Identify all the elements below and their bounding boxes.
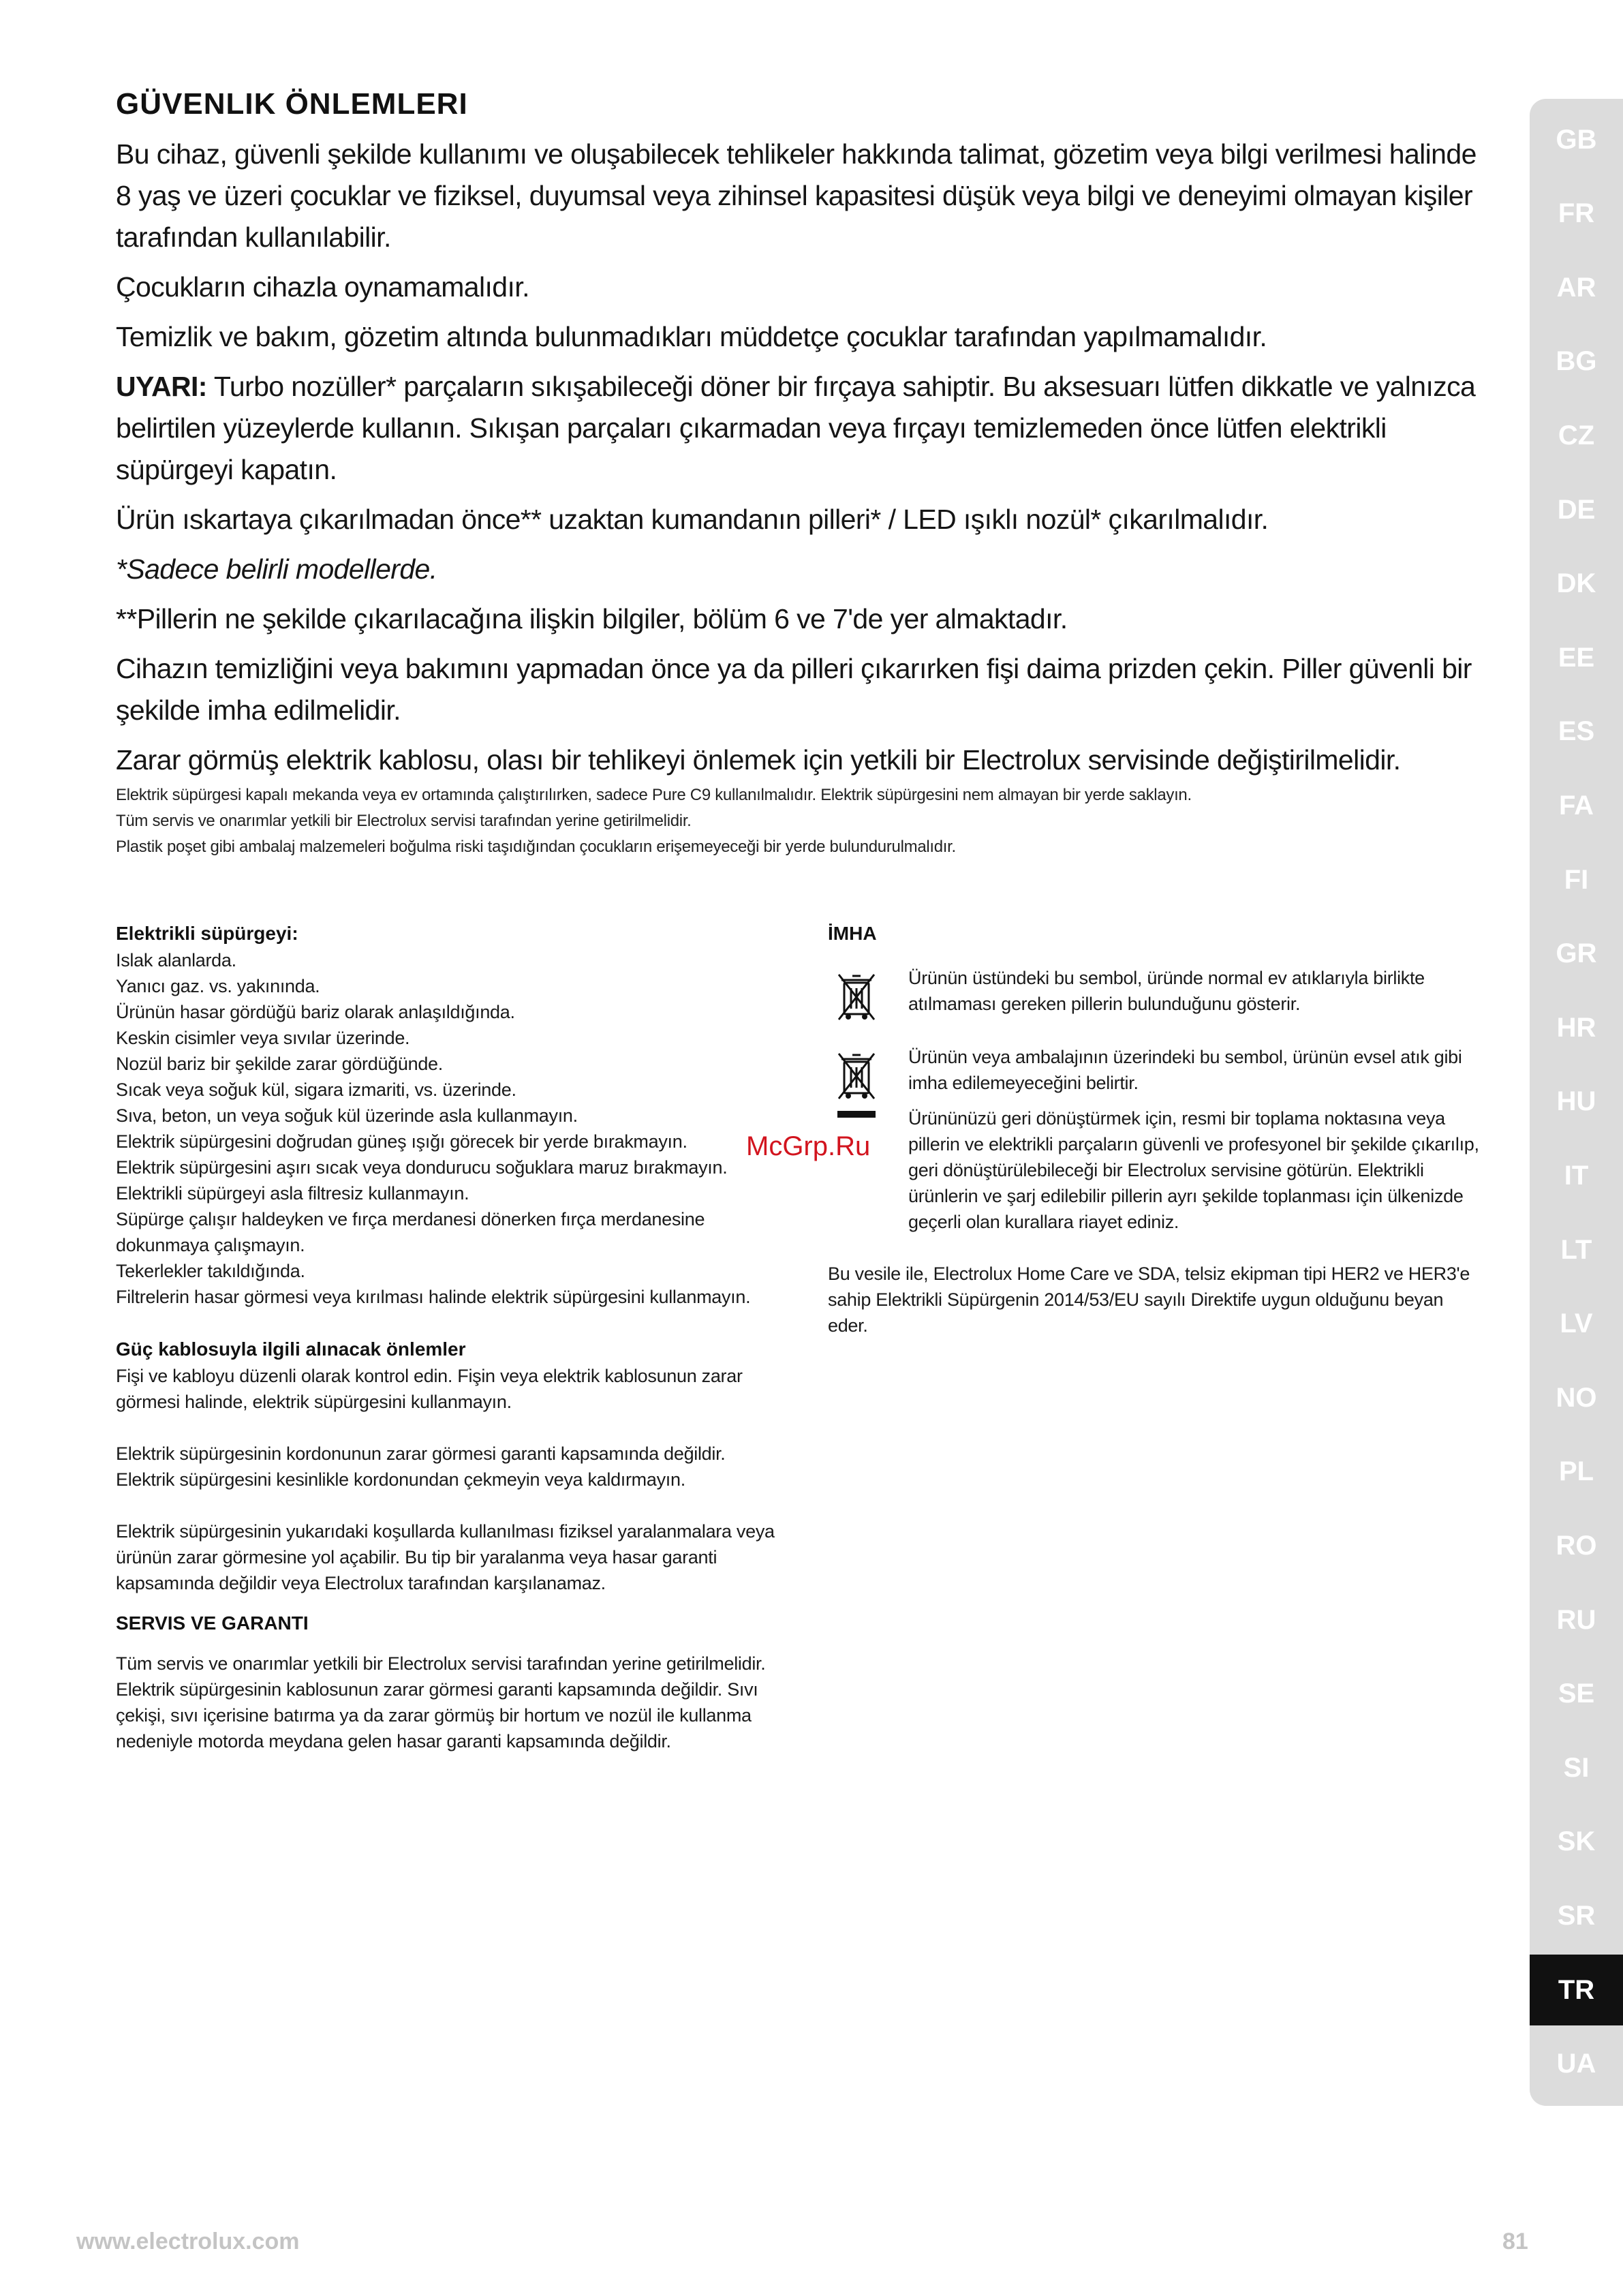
paragraph: Fişi ve kabloyu düzenli olarak kontrol edin. Fişin veya elektrik kablosunun zarar görmesi halinde, elektrik süpürgesini kullanmayın. [116, 1366, 743, 1412]
do-not-use-list [116, 947, 790, 1310]
paragraph: Bu cihaz, güvenli şekilde kullanımı ve oluşabilecek tehlikeler hakkında talimat, gözetim veya bilgi verilmesi halinde 8 yaş ve üzeri çocuklar ve fiziksel, duyumsal veya zihinsel kapasitesi düşük veya bilgi ve deneyimi olmayan kişiler tarafından kullanılabilir. [116, 138, 1477, 253]
tab-fr[interactable]: FR [1558, 198, 1595, 229]
section-title: GÜVENLIK ÖNLEMLERI [116, 87, 468, 121]
tab-hr[interactable]: HR [1556, 1012, 1596, 1043]
subheading: Güç kablosuyla ilgili alınacak önlemler [116, 1338, 466, 1360]
tab-ar[interactable]: AR [1556, 272, 1596, 303]
paragraph: Ürünün veya ambalajının üzerindeki bu sembol, ürünün evsel atık gibi imha edilemeyeceğini belirtir. [908, 1047, 1462, 1093]
watermark: McGrp.Ru [746, 1131, 871, 1161]
footnote: *Sadece belirli modellerde. [116, 553, 437, 585]
tab-it[interactable]: IT [1564, 1160, 1589, 1191]
footer-url[interactable]: www.electrolux.com [76, 2229, 300, 2254]
list-item: Tekerlekler takıldığında. [116, 1261, 305, 1281]
warning-text: Turbo nozüller* parçaların sıkışabileceği döner bir fırçaya sahiptir. Bu aksesuarı lütfen dikkatle ve yalnızca belirtilen yüzeylerde kullanın. Sıkışan parçaları çıkarmadan veya fırçayı temizlemeden önce lütfen elektrikli süpürgeyi kapatın. [116, 371, 1476, 485]
tab-ro[interactable]: RO [1556, 1530, 1597, 1561]
language-tabs [1530, 99, 1623, 2106]
subheading: SERVIS VE GARANTI [116, 1612, 309, 1634]
note: Plastik poşet gibi ambalaj malzemeleri boğulma riski taşıdığından çocukların erişemeyeceği bir yerde bulundurulmalıdır. [116, 838, 956, 856]
tab-ee[interactable]: EE [1558, 642, 1595, 673]
tab-lt[interactable]: LT [1560, 1234, 1592, 1265]
tab-se[interactable]: SE [1558, 1679, 1595, 1709]
left-column [116, 920, 790, 1754]
paragraph: Elektrik süpürgesini kesinlikle kordonundan çekmeyin veya kaldırmayın. [116, 1469, 685, 1490]
paragraph: Elektrik süpürgesinin kablosunun zarar görmesi garanti kapsamında değildir. Sıvı çekişi, sıvı içerisine batırma ya da zarar görmüş bir hortum ve nozül ile kullanma nedeniyle motorda meydana gelen hasar garanti kapsamında değildir. [116, 1679, 758, 1751]
list-item: Süpürge çalışır haldeyken ve fırça merdanesi dönerken fırça merdanesine dokunmaya çalışmayın. [116, 1209, 705, 1255]
paragraph: **Pillerin ne şekilde çıkarılacağına ilişkin bilgiler, bölüm 6 ve 7'de yer almaktadır. [116, 603, 1068, 634]
list-item: Islak alanlarda. [116, 950, 236, 970]
list-item: Filtrelerin hasar görmesi veya kırılması halinde elektrik süpürgesini kullanmayın. [116, 1287, 751, 1307]
crossed-bin-bar-icon [836, 1048, 877, 1123]
list-item: Keskin cisimler veya sıvılar üzerinde. [116, 1028, 410, 1048]
tab-gb[interactable]: GB [1556, 124, 1597, 155]
paragraph: Ürünün üstündeki bu sembol, üründe normal ev atıklarıyla birlikte atılmaması gereken pillerin bulunduğunu gösterir. [908, 968, 1425, 1014]
tab-no[interactable]: NO [1556, 1382, 1597, 1413]
tab-bg[interactable]: BG [1556, 346, 1597, 377]
tab-fi[interactable]: FI [1564, 864, 1589, 895]
note: Tüm servis ve onarımlar yetkili bir Electrolux servisi tarafından yerine getirilmelidir. [116, 812, 692, 830]
tab-lv[interactable]: LV [1560, 1308, 1593, 1339]
note: Elektrik süpürgesi kapalı mekanda veya ev ortamında çalıştırılırken, sadece Pure C9 kullanılmalıdır. Elektrik süpürgesini nem almayan bir yerde saklayın. [116, 786, 1192, 804]
list-item: Sıva, beton, un veya soğuk kül üzerinde asla kullanmayın. [116, 1105, 578, 1126]
tab-pl[interactable]: PL [1558, 1456, 1594, 1487]
tab-sr[interactable]: SR [1557, 1900, 1596, 1931]
symbol-row [828, 965, 1482, 1030]
tab-dk[interactable]: DK [1556, 568, 1596, 599]
tab-si[interactable]: SI [1563, 1752, 1590, 1783]
tab-cz[interactable]: CZ [1558, 420, 1595, 450]
list-item: Nozül bariz bir şekilde zarar gördüğünde. [116, 1054, 443, 1074]
paragraph: Elektrik süpürgesinin kordonunun zarar görmesi garanti kapsamında değildir. [116, 1443, 726, 1464]
right-column [828, 920, 1482, 1338]
subheading: İMHA [828, 923, 877, 944]
safety-paragraphs [116, 134, 1492, 781]
subheading: Elektrikli süpürgeyi: [116, 923, 298, 944]
list-item: Yanıcı gaz. vs. yakınında. [116, 976, 320, 996]
warning-label: UYARI: [116, 371, 207, 402]
paragraph: Cihazın temizliğini veya bakımını yapmadan önce ya da pilleri çıkarırken fişi daima prizden çekin. Piller güvenli bir şekilde imha edilmelidir. [116, 653, 1472, 726]
list-item: Sıcak veya soğuk kül, sigara izmariti, vs. üzerinde. [116, 1080, 516, 1100]
paragraph: Ürününüzü geri dönüştürmek için, resmi bir toplama noktasına veya pillerin ve elektrikli parçaların güvenli ve profesyonel bir şekilde çıkarılıp, geri dönüştürülebileceği bir Electrolux servisine götürün. Elektrikli ürünlerin ve şarj edilebilir pillerin ayrı şekilde toplanması için ülkenizde geçerli olan kurallara riayet ediniz. [908, 1108, 1479, 1232]
paragraph: Tüm servis ve onarımlar yetkili bir Electrolux servisi tarafından yerine getirilmelidir. [116, 1653, 766, 1674]
tab-fa[interactable]: FA [1558, 790, 1594, 821]
list-item: Ürünün hasar gördüğü bariz olarak anlaşıldığında. [116, 1002, 515, 1022]
tab-ru[interactable]: RU [1556, 1604, 1596, 1635]
page-number: 81 [1502, 2229, 1528, 2254]
paragraph: Zarar görmüş elektrik kablosu, olası bir tehlikeyi önlemek için yetkili bir Electrolux servisinde değiştirilmelidir. [116, 744, 1401, 776]
tab-gr[interactable]: GR [1556, 938, 1597, 969]
tab-hu[interactable]: HU [1556, 1086, 1596, 1117]
declaration: Bu vesile ile, Electrolux Home Care ve SDA, telsiz ekipman tipi HER2 ve HER3'e sahip Elektrikli Süpürgenin 2014/53/EU sayılı Direktife uygun olduğunu beyan eder. [828, 1264, 1470, 1336]
safety-section [116, 87, 1492, 860]
tab-tr[interactable]: TR [1530, 1955, 1623, 2025]
tab-sk[interactable]: SK [1557, 1826, 1596, 1857]
tab-de[interactable]: DE [1557, 494, 1596, 525]
crossed-bin-icon [836, 969, 877, 1030]
symbol-row [828, 1044, 1482, 1235]
paragraph: Elektrik süpürgesinin yukarıdaki koşullarda kullanılması fiziksel yaralanmalara veya ürünün zarar görmesine yol açabilir. Bu tip bir yaralanma veya hasar garanti kapsamında değildir veya Electrolux tarafından karşılanamaz. [116, 1521, 775, 1593]
small-notes [116, 782, 1492, 860]
paragraph: Ürün ıskartaya çıkarılmadan önce** uzaktan kumandanın pilleri* / LED ışıklı nozül* çıkarılmalıdır. [116, 504, 1269, 535]
paragraph: Temizlik ve bakım, gözetim altında bulunmadıkları müddetçe çocuklar tarafından yapılmamalıdır. [116, 321, 1267, 352]
list-item: Elektrikli süpürgeyi asla filtresiz kullanmayın. [116, 1183, 469, 1204]
tab-es[interactable]: ES [1558, 716, 1595, 747]
tab-ua[interactable]: UA [1556, 2049, 1596, 2079]
list-item: Elektrik süpürgesini doğrudan güneş ışığı görecek bir yerde bırakmayın. [116, 1131, 687, 1152]
paragraph: Çocukların cihazla oynamamalıdır. [116, 271, 529, 303]
list-item: Elektrik süpürgesini aşırı sıcak veya dondurucu soğuklara maruz bırakmayın. [116, 1157, 728, 1178]
warning-paragraph [116, 366, 1492, 491]
